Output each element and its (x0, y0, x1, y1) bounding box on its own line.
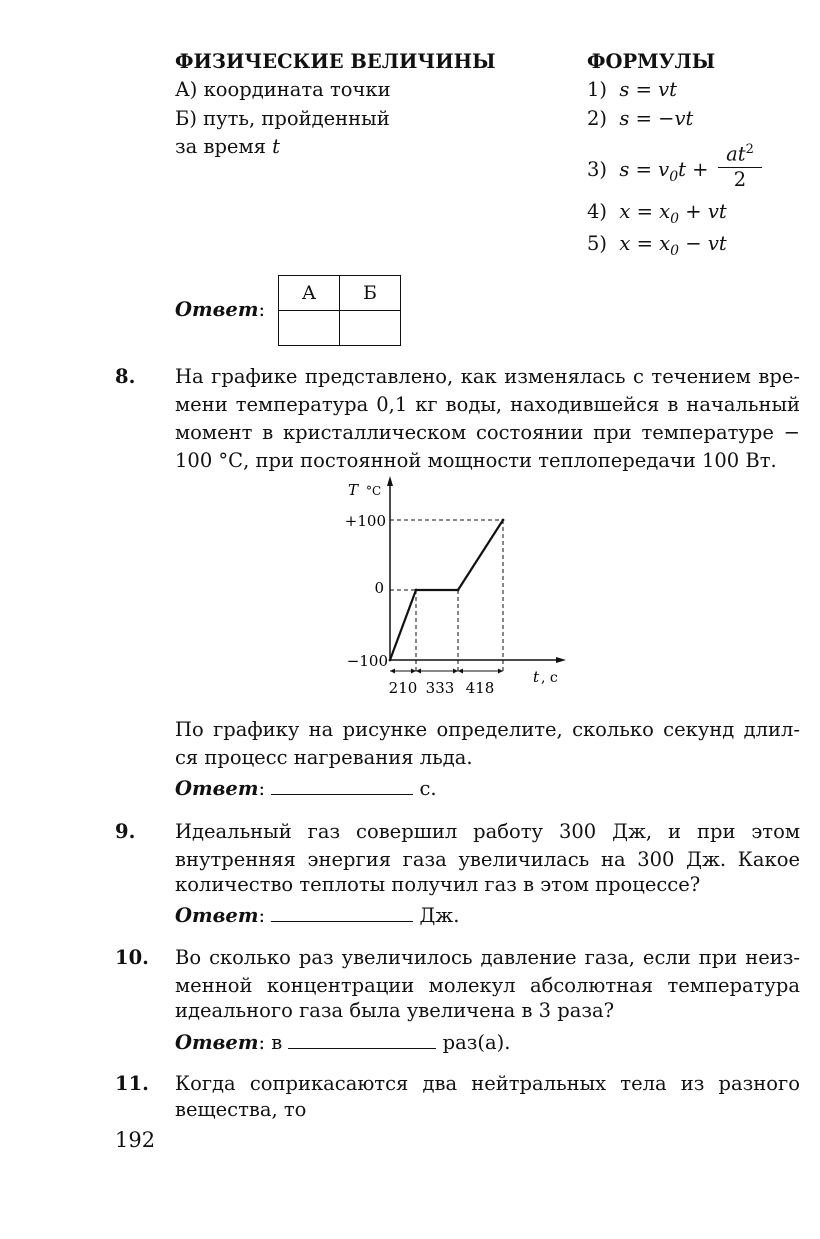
q8-line-4: 100 °С, при постоянной мощности теплопередачи 100 Вт. (175, 449, 777, 472)
quantity-b-cont: за время t (175, 135, 280, 158)
formula-2: 2) s = −vt (587, 107, 694, 130)
y-tick-0: 0 (374, 579, 384, 597)
q11-number: 11. (115, 1072, 149, 1095)
y-axis-label-var: T (348, 481, 359, 499)
quantity-b: Б) путь, пройденный (175, 107, 390, 130)
q9-answer: Ответ: Дж. (175, 904, 460, 927)
q10-line-3: идеального газа была увеличена в 3 раза? (175, 999, 615, 1022)
interval-arrow-left-2 (458, 669, 463, 674)
x-tick-210: 210 (388, 679, 418, 697)
formula-5: 5) $x = x_0$ − vt (587, 232, 727, 259)
data-point-0 (389, 659, 392, 662)
q11-line-2: вещества, то (175, 1098, 307, 1121)
interval-arrow-right-0 (411, 669, 416, 674)
interval-arrow-left-1 (416, 669, 421, 674)
x-axis-label-var: t (533, 668, 540, 686)
y-tick-plus100: +100 (344, 512, 386, 530)
y-axis-arrow (387, 476, 393, 486)
data-point-2 (457, 589, 460, 592)
q8-line-1: На графике представлено, как изменялась с течением вре- (175, 365, 800, 388)
formula-3-fraction: $at^2$ 2 (718, 138, 762, 192)
answer-cell-b[interactable] (340, 311, 401, 346)
answer-col-b-header: Б (340, 276, 401, 311)
answer-table-label: Ответ: (175, 298, 266, 321)
y-axis-label-unit: °C (366, 484, 382, 498)
q9-line-2: внутренняя энергия газа увеличилась на 300 Дж. Какое (175, 848, 800, 871)
q10-number: 10. (115, 946, 149, 969)
temperature-chart (330, 474, 580, 704)
q9-line-1: Идеальный газ совершил работу 300 Дж, и при этом (175, 820, 800, 843)
q8-line-3: момент в кристаллическом состоянии при температуре − (175, 421, 800, 444)
series-segment-2 (458, 520, 503, 590)
page-number: 192 (115, 1128, 156, 1152)
quantity-a: А) координата точки (175, 78, 391, 101)
data-point-3 (502, 519, 505, 522)
q8-question-line-2: ся процесс нагревания льда. (175, 746, 473, 769)
answer-col-a-header: А (279, 276, 340, 311)
formula-3: 3) $s = v_0t$ + (587, 158, 709, 185)
x-tick-418: 418 (465, 679, 495, 697)
q9-number: 9. (115, 820, 136, 843)
q8-line-2: мени температура 0,1 кг воды, находившейся в начальный (175, 393, 800, 416)
interval-arrow-right-1 (453, 669, 458, 674)
x-axis-arrow (556, 657, 566, 663)
data-point-1 (415, 589, 418, 592)
q8-answer: Ответ: с. (175, 777, 437, 800)
q9-line-3: количество теплоты получил газ в этом процессе? (175, 873, 701, 896)
q10-answer: Ответ: в раз(а). (175, 1031, 511, 1054)
series-segment-0 (390, 590, 416, 660)
q10-line-1: Во сколько раз увеличилось давление газа, если при неиз- (175, 946, 800, 969)
q11-line-1: Когда соприкасаются два нейтральных тела из разного (175, 1072, 800, 1095)
formulas-heading: ФОРМУЛЫ (587, 50, 716, 73)
interval-arrow-right-2 (498, 669, 503, 674)
x-tick-333: 333 (425, 679, 455, 697)
q10-line-2: менной концентрации молекул абсолютная температура (175, 974, 800, 997)
q9-answer-blank[interactable] (271, 907, 413, 922)
answer-cell-a[interactable] (279, 311, 340, 346)
formula-4: 4) $x = x_0$ + vt (587, 200, 727, 227)
q10-answer-blank[interactable] (288, 1034, 436, 1049)
y-tick-minus100: −100 (346, 652, 388, 670)
q8-question-line-1: По графику на рисунке определите, сколько секунд длил- (175, 718, 800, 741)
interval-arrow-left-0 (390, 669, 395, 674)
answer-table (278, 275, 401, 346)
x-axis-label-unit: , с (541, 670, 558, 686)
quantities-heading: ФИЗИЧЕСКИЕ ВЕЛИЧИНЫ (175, 50, 496, 73)
q8-answer-blank[interactable] (271, 780, 413, 795)
q8-number: 8. (115, 365, 136, 388)
formula-1: 1) s = vt (587, 78, 678, 101)
